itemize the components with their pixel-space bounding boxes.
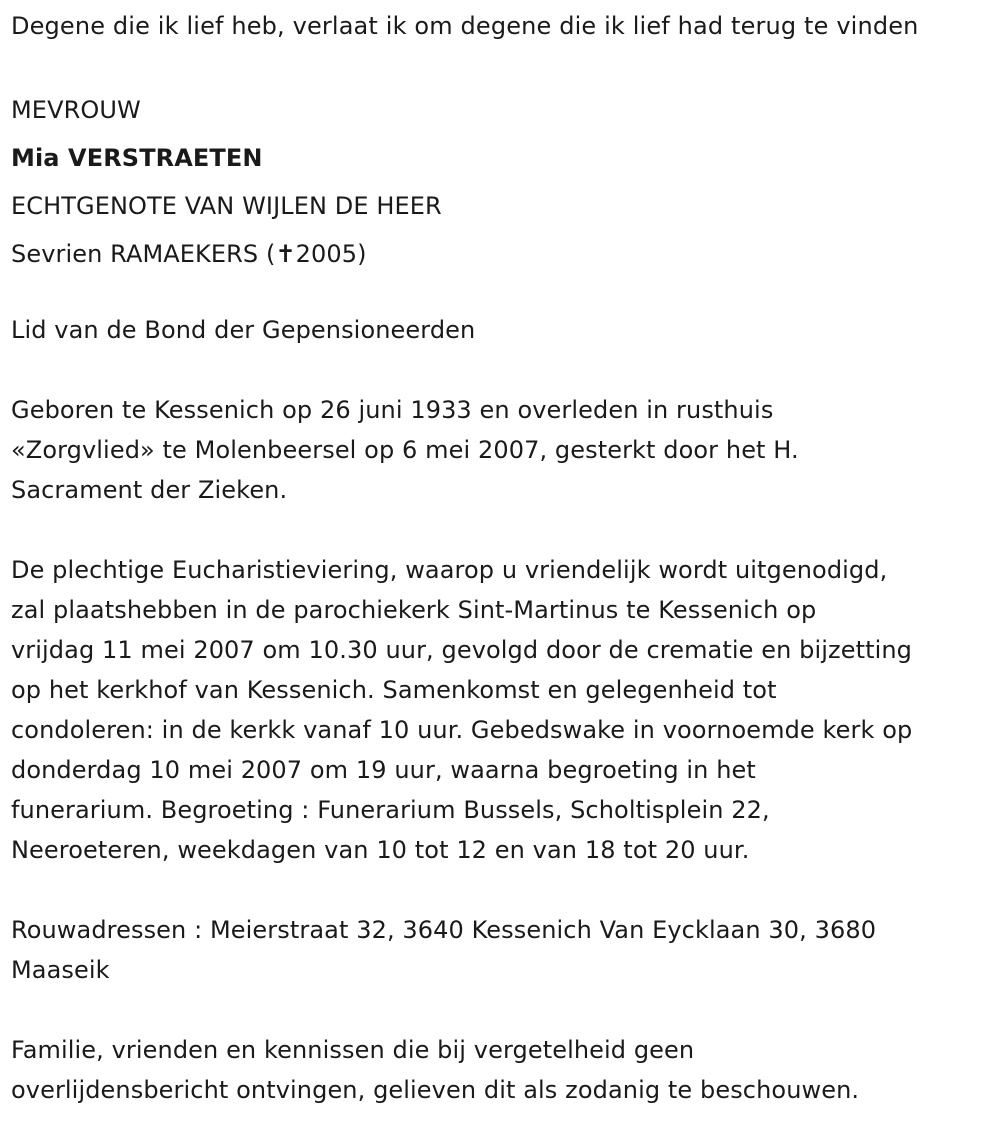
paragraph-line: funerarium. Begroeting : Funerarium Bussels, Scholtisplein 22, xyxy=(11,796,770,824)
membership: Lid van de Bond der Gepensioneerden xyxy=(11,316,476,344)
paragraph-line: De plechtige Eucharistieviering, waarop u vriendelijk wordt uitgenodigd, xyxy=(11,556,888,584)
birth-death-paragraph xyxy=(11,390,1000,510)
spacer xyxy=(11,870,1000,910)
spacer xyxy=(11,510,1000,550)
paragraph-line: Maaseik xyxy=(11,956,110,984)
closing-paragraph xyxy=(11,1030,1000,1110)
spacer xyxy=(11,46,1000,86)
paragraph-line: vrijdag 11 mei 2007 om 10.30 uur, gevolgd door de crematie en bijzetting xyxy=(11,636,913,664)
title-line: MEVROUW xyxy=(11,96,141,124)
addresses-paragraph xyxy=(11,910,1000,990)
motto: Degene die ik lief heb, verlaat ik om degene die ik lief had terug te vinden xyxy=(11,12,919,40)
spouse-name: Sevrien RAMAEKERS (✝2005) xyxy=(11,240,367,268)
paragraph-line: Geboren te Kessenich op 26 juni 1933 en overleden in rusthuis xyxy=(11,396,774,424)
ceremony-paragraph xyxy=(11,550,1000,870)
paragraph-line: donderdag 10 mei 2007 om 19 uur, waarna begroeting in het xyxy=(11,756,756,784)
paragraph-line: overlijdensbericht ontvingen, gelieven dit als zodanig te beschouwen. xyxy=(11,1076,860,1104)
paragraph-line: zal plaatshebben in de parochiekerk Sint-Martinus te Kessenich op xyxy=(11,596,817,624)
deceased-name: Mia VERSTRAETEN xyxy=(11,144,263,172)
spacer xyxy=(11,990,1000,1030)
spacer xyxy=(11,278,1000,310)
paragraph-line: condoleren: in de kerkk vanaf 10 uur. Gebedswake in voornoemde kerk op xyxy=(11,716,913,744)
paragraph-line: Sacrament der Zieken. xyxy=(11,476,288,504)
spacer xyxy=(11,350,1000,390)
paragraph-line: Neeroeteren, weekdagen van 10 tot 12 en van 18 tot 20 uur. xyxy=(11,836,750,864)
paragraph-line: Familie, vrienden en kennissen die bij vergetelheid geen xyxy=(11,1036,695,1064)
spouse-label: ECHTGENOTE VAN WIJLEN DE HEER xyxy=(11,192,442,220)
paragraph-line: Rouwadressen : Meierstraat 32, 3640 Kessenich Van Eycklaan 30, 3680 xyxy=(11,916,877,944)
paragraph-line: «Zorgvlied» te Molenbeersel op 6 mei 2007, gesterkt door het H. xyxy=(11,436,799,464)
paragraph-line: op het kerkhof van Kessenich. Samenkomst en gelegenheid tot xyxy=(11,676,777,704)
